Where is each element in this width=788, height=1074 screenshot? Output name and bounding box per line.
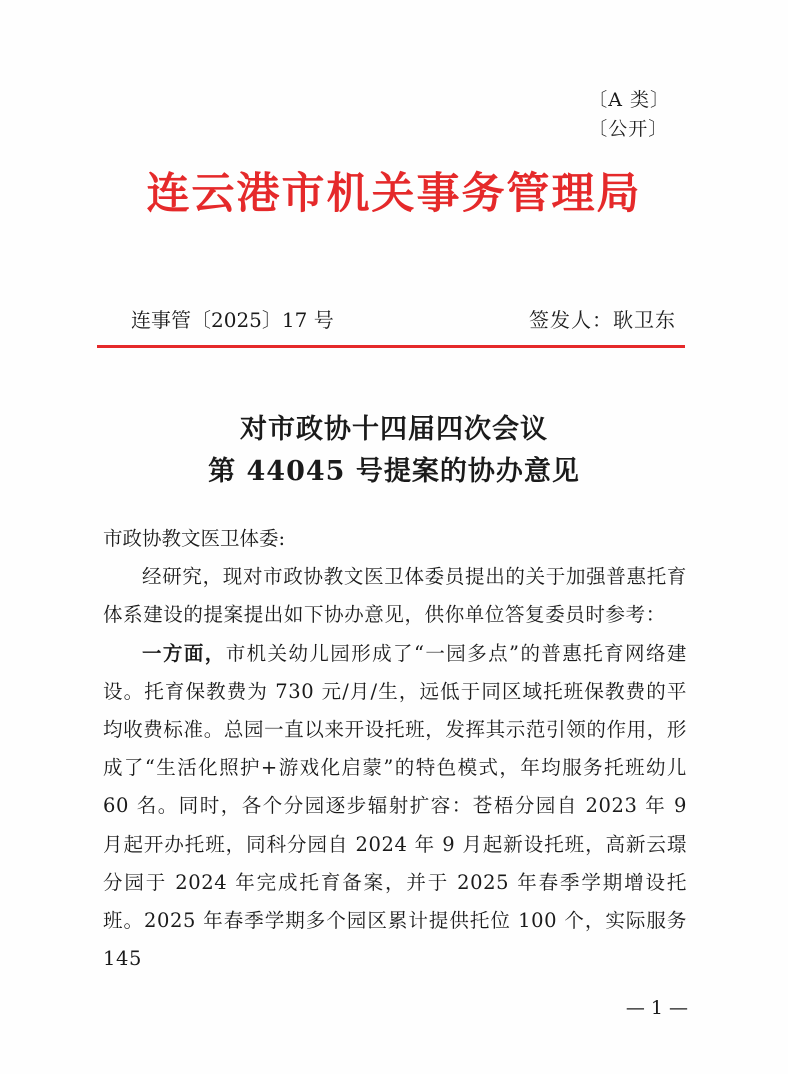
paragraph-first-aspect-text: 市机关幼儿园形成了“一园多点”的普惠托育网络建设。托育保教费为 730 元/月/生，远低于同区域托班保教费的平均收费标准。总园一直以来开设托班，发挥其示范引领的作用，形成了“生活化照护+游戏化启蒙”的特色模式，年均服务托班幼儿 60 名。同时，各个分园逐步辐射扩容：苍梧分园自 2023 年 9 月起开办托班，同科分园自 2024 年 9 月起新设托班，高新云璟分园于 2024 年完成托育备案，并于 2025 年春季学期增设托班。2025 年春季学期多个园区累计提供托位 100 个，实际服务 145 <box>103 641 687 971</box>
classification-disclosure: 〔公开〕 <box>588 118 669 140</box>
salutation: 市政协教文医卫体委: <box>103 527 286 550</box>
page-number: — 1 — <box>625 997 688 1019</box>
paragraph-intro: 经研究，现对市政协教文医卫体委员提出的关于加强普惠托育体系建设的提案提出如下协办意见，供你单位答复委员时参考： <box>103 565 687 627</box>
red-separator-line <box>97 345 685 348</box>
signer: 签发人：耿卫东 <box>529 308 676 332</box>
document-number: 连事管〔2025〕17 号 <box>131 308 334 332</box>
classification-category: 〔A 类〕 <box>588 89 670 111</box>
title-line-1: 对市政协十四届四次会议 <box>240 414 548 445</box>
classification-marks <box>588 86 670 144</box>
issuing-organization: 连云港市机关事务管理局 <box>146 169 642 219</box>
document-title <box>0 409 788 493</box>
document-body <box>103 520 687 978</box>
paragraph-lead: 一方面， <box>142 641 226 665</box>
title-line-2: 第 44045 号提案的协办意见 <box>208 456 580 487</box>
paragraph-first-aspect <box>103 635 687 979</box>
